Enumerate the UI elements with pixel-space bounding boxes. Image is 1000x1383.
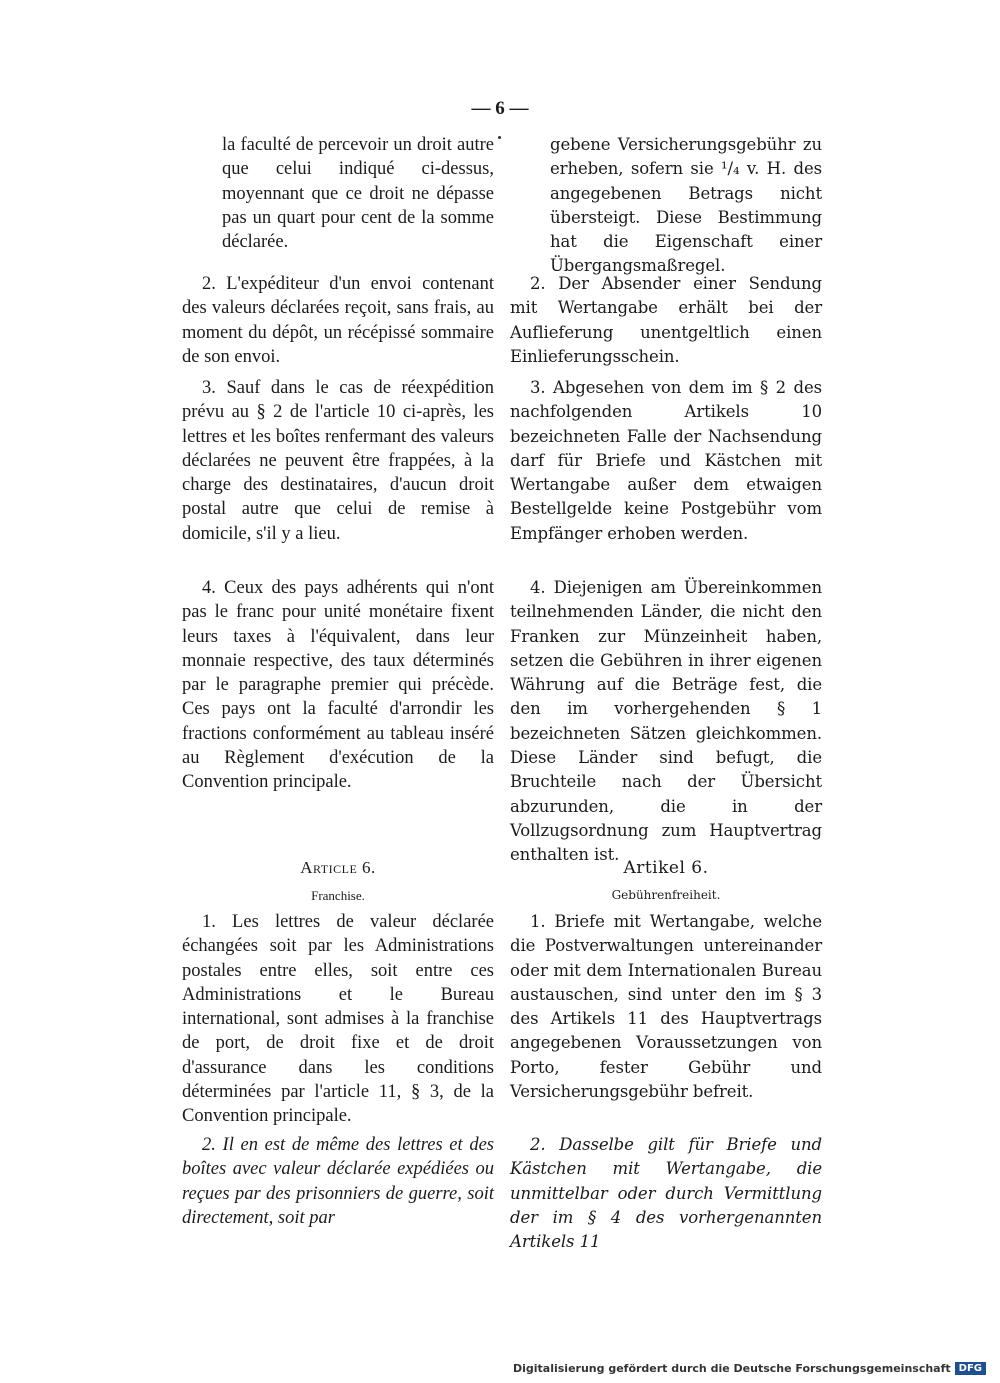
german-paragraph-continued: gebene Versicherungsgebühr zu erheben, sofern sie ¹/₄ v. H. des angegebenen Betrags nicht übersteigt. Diese Bestimmung hat die Eigenschaft einer Übergangsmaßregel. [550,135,822,276]
german-paragraph-4: 4. Diejenigen am Übereinkommen teilnehmenden Länder, die nicht den Franken zur Münzeinheit haben, setzen die Gebühren in ihrer eigenen Währung auf die Beträge fest, die den im vorhergehenden § 1 bezeichneten Sätzen gleichkommen. Diese Länder sind befugt, die Bruchteile nach der Übersicht abzurunden, die in der Vollzugsordnung zum Hauptvertrag enthalten ist. [510,578,822,865]
german-paragraph-3: 3. Abgesehen von dem im § 2 des nachfolgenden Artikels 10 bezeichneten Falle der Nachsendung darf für Briefe und Kästchen mit Wertangabe außer dem etwaigen Bestellgelde keine Postgebühr vom Empfänger erhoben werden. [510,378,822,543]
german-article-paragraph-2: 2. Dasselbe gilt für Briefe und Kästchen mit Wertangabe, die unmittelbar oder durch Vermittlung der im § 4 des vorhergenannten Artikels 11 [510,1135,822,1252]
french-paragraph-4: 4. Ceux des pays adhérents qui n'ont pas le franc pour unité monétaire fixent leurs taxes à l'équivalent, dans leur monnaie respective, des taux déterminés par le paragraphe premier qui précède. Ces pays ont la faculté d'arrondir les fractions conformément au tableau inséré au Règlement d'exécution de la Convention principale. [182,578,494,793]
ink-speck [498,136,501,139]
german-article-paragraph-1: 1. Briefe mit Wertangabe, welche die Postverwaltungen untereinander oder mit dem Internationalen Bureau austauschen, sind unter den im § 3 des Artikels 11 des Hauptvertrags angegebenen Voraussetzungen von Porto, fester Gebühr und Versicherungsgebühr befreit. [510,912,822,1102]
french-article-paragraph-2: 2. Il en est de même des lettres et des boîtes avec valeur déclarée expédiées ou reçues par des prisonniers de guerre, soit directement, soit par [182,1135,494,1228]
dfg-logo: DFG [955,1362,986,1375]
french-article-subheading: Franchise. [311,888,365,903]
french-paragraph-continued: la faculté de percevoir un droit autre que celui indiqué ci-dessus, moyennant que ce droit ne dépasse pas un quart pour cent de la somme déclarée. [222,135,494,253]
french-article-heading: Article 6. [300,858,376,877]
french-paragraph-3: 3. Sauf dans le cas de réexpédition prévu au § 2 de l'article 10 ci-après, les lettres et les boîtes renfermant des valeurs déclarées ne peuvent être frappées, à la charge des destinataires, d'aucun droit postal autre que celui de remise à domicile, s'il y a lieu. [182,378,494,544]
french-paragraph-2: 2. L'expéditeur d'un envoi contenant des valeurs déclarées reçoit, sans frais, au moment du dépôt, un récépissé sommaire de son envoi. [182,274,494,367]
german-article-subheading: Gebührenfreiheit. [611,888,721,902]
german-article-heading: Artikel 6. [623,858,709,878]
german-paragraph-2: 2. Der Absender einer Sendung mit Wertangabe erhält bei der Auflieferung unentgeltlich einen Einlieferungsschein. [510,274,822,366]
credit-text: Digitalisierung gefördert durch die Deutsche Forschungsgemeinschaft [512,1362,951,1375]
french-article-paragraph-1: 1. Les lettres de valeur déclarée échangées soit par les Administrations postales entre elles, soit entre ces Administrations et le Bureau international, sont admises à la franchise de port, de droit fixe et de droit d'assurance dans les conditions déterminées par l'article 11, § 3, de la Convention principale. [182,912,494,1127]
digitization-credit [513,1362,986,1375]
page-number: — 6 — [471,98,529,119]
